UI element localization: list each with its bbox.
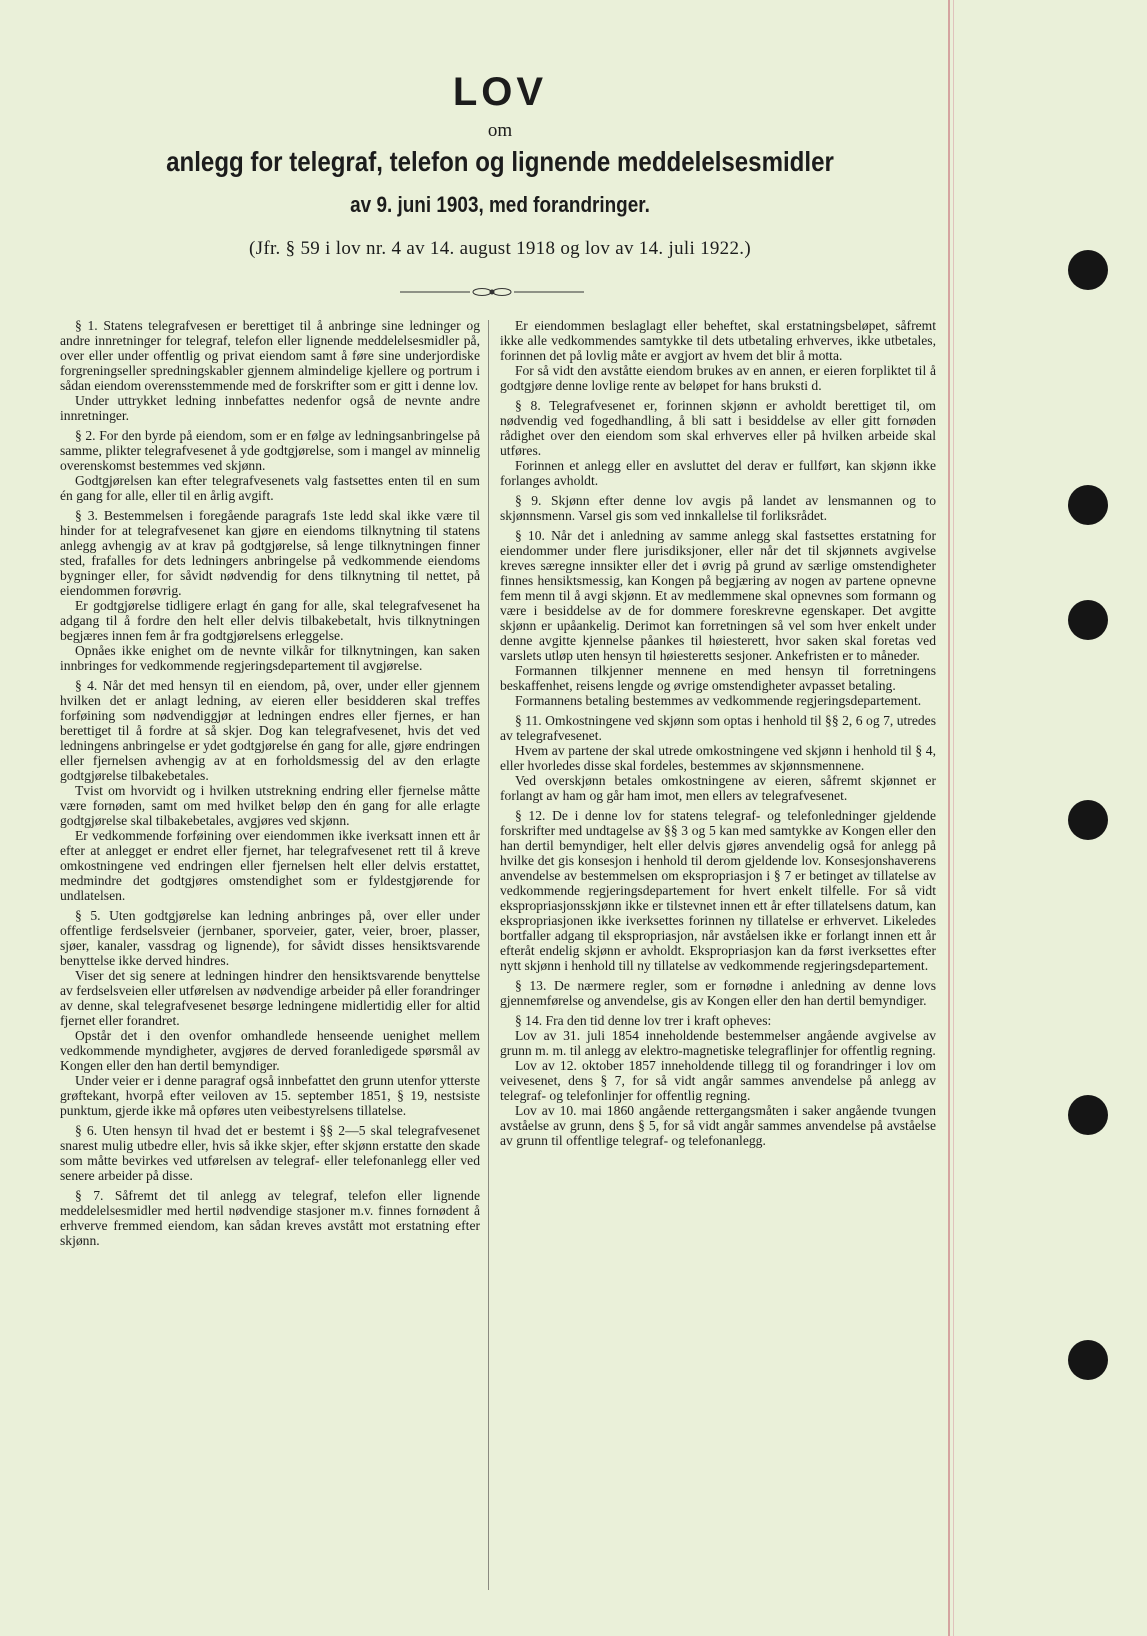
section-paragraph: § 7. Såfremt det til anlegg av telegraf, telefon eller lignende meddelelsesmidler med hertil nødvendige stasjoner m.v. finnes fornødent å erhverve fremmed eiendom, kan sådan kreves avstått mot erstatning efter skjønn. (60, 1188, 480, 1248)
section-paragraph: § 13. De nærmere regler, som er fornødne i anledning av denne lovs gjennemførelse og anvendelse, gis av Kongen eller den han dertil bemyndiger. (500, 978, 936, 1008)
paragraph: Under uttrykket ledning innbefattes nedenfor også de nevnte andre innretninger. (60, 393, 480, 423)
section-paragraph: § 9. Skjønn efter denne lov avgis på landet av lensmannen og to skjønnsmenn. Varsel gis som ved innkallelse til forliksrådet. (500, 493, 936, 523)
paragraph: Opnåes ikke enighet om de nevnte vilkår for tilknytningen, kan saken innbringes for vedkommende regjeringsdepartement til avgjørelse. (60, 643, 480, 673)
paragraph: Under veier er i denne paragraf også innbefattet den grunn utenfor ytterste grøftekant, hvorpå efter veiloven av 15. september 1851, § 19, nestsiste punktum, gjerde ikke må opføres uten veibestyrelsens tillatelse. (60, 1073, 480, 1118)
section-paragraph: § 14. Fra den tid denne lov trer i kraft opheves: (514, 1013, 772, 1028)
section-paragraph: § 8. Telegrafvesenet er, forinnen skjønn er avholdt berettiget til, om nødvendig ved fogedhandling, å bli satt i besiddelse av eller gitt fornøden rådighet over den eiendom som skal erhverves eller på hvilken arbeide skal utføres. (500, 398, 936, 458)
section-paragraph: § 10. Når det i anledning av samme anlegg skal fastsettes erstatning for eiendommer under flere jurisdiksjoner, eller når det til skjønnets avgivelse kreves særegne innsikter eller det i øvrig på grund av særlige omstendigheter finnes hensiktsmessig, kan Kongen på begjæring av nogen av partene opnevne fem menn til å avgi skjønn. Et av medlemmene skal opnevnes som formann og være i besiddelse av de for dommere foreskrevne egenskaper. Det avgitte skjønn er upåankelig. Derimot kan forretningen så vel som hver enkelt under denne avgitte kjennelse påankes til høiesterett, hvor saken skal foretas ved varslets utløp uten hensyn til høiesteretts sesjoner. Ankefristen er to måneder. (500, 528, 936, 663)
paragraph: Formannens betaling bestemmes av vedkommende regjeringsdepartement. (514, 693, 922, 708)
section-paragraph: § 2. For den byrde på eiendom, som er en følge av ledningsanbringelse på samme, plikter telegrafvesenet å yde godtgjørelse, som i mangel av minnelig overenskomst bestemmes ved skjønn. (60, 428, 480, 473)
section-paragraph: § 3. Bestemmelsen i foregående paragrafs 1ste ledd skal ikke være til hinder for at telegrafvesenet kan gjøre en eiendoms tilknytning til statens anlegg avhengig av at krav på godtgjørelse, så lenge tilknytningen finner sted, frafalles for dets ledningers anbringelse på vedkommende eiendoms bygninger eller, for såvidt nødvendig for dens tilknytning til nettet, på eiendommen forøvrig. (60, 508, 480, 598)
margin-rule (948, 0, 950, 1636)
paragraph: Hvem av partene der skal utrede omkostningene ved skjønn i henhold til § 4, eller hvorledes disse skal fordeles, bestemmes av skjønnsmennene. (500, 743, 936, 773)
paragraph: Tvist om hvorvidt og i hvilken utstrekning endring eller fjernelse måtte være fornøden, samt om med hvilket beløp den én gang for alle erlagte godtgjørelse skal tilbakebetales, avgjøres ved skjønn. (60, 783, 480, 828)
paragraph: For så vidt den avståtte eiendom brukes av en annen, er eieren forpliktet til å godtgjøre denne lovlige rente av beløpet for hans bruksti d. (500, 363, 936, 393)
paragraph: Er godtgjørelse tidligere erlagt én gang for alle, skal telegrafvesenet ha adgang til å fordre den helt eller delvis tilbakebetalt, hvis tilknytningen begjæres innen fem år fra godtgjørelsens erleggelse. (60, 598, 480, 643)
punch-hole (1068, 250, 1108, 290)
ornament-divider (400, 286, 584, 298)
section-paragraph: § 4. Når det med hensyn til en eiendom, på, over, under eller gjennem hvilken det er anlagt ledning, av eieren eller besidderen skal treffes forføining som nødvendiggjør at ledningen endres eller fjernes, er han berettiget til å fordre at så skjer. Dog kan telegrafvesenet, hvis det ved ledningens anbringelse er ydet godtgjørelse én gang for alle, gjøre endringen eller fjernelsen avhengig av at en forholdsmessig del av den erlagte godtgjørelse tilbakebetales. (60, 678, 480, 783)
paragraph: Ved overskjønn betales omkostningene av eieren, såfremt skjønnet er forlangt av ham og går ham imot, men ellers av telegrafvesenet. (500, 773, 936, 803)
punch-hole (1068, 1095, 1108, 1135)
section-paragraph: § 5. Uten godtgjørelse kan ledning anbringes på, over eller under offentlige ferdselsveier (jernbaner, sporveier, gater, veier, broer, plasser, sjøer, kanaler, vassdrag og lignende), for såvidt disses hensiktsvarende benyttelse ikke derved hindres. (60, 908, 480, 968)
section-paragraph: § 1. Statens telegrafvesen er berettiget til å anbringe sine ledninger og andre innretninger for telegraf, telefon eller lignende meddelelsesmidler på, over eller under offentlig og privat eiendom samt å føre sine underjordiske forgreningseller spredningskabler gjennem almindelige kjellere og portrum i sådan eiendom overensstemmende med de forskrifter som er gitt i denne lov. (60, 318, 480, 393)
page-title: LOV (452, 70, 548, 114)
paragraph: Opstår det i den ovenfor omhandlede henseende uenighet mellem vedkommende myndigheter, avgjøres de derved foranledigede spørsmål av Kongen eller den han dertil bemyndiger. (60, 1028, 480, 1073)
column-divider (488, 320, 489, 1590)
title-connector: om (487, 120, 513, 141)
margin-rule-secondary (953, 0, 954, 1636)
left-text-column (60, 318, 480, 1248)
right-text-column (500, 318, 936, 1148)
paragraph: Lov av 10. mai 1860 angående rettergangsmåten i saker angående tvungen avståelse av grunn, dens § 5, for så vidt angår sammes anvendelse på avståelse av grunn til offentlige telegraf- og telefonanlegg. (500, 1103, 936, 1148)
punch-hole (1068, 1340, 1108, 1380)
reference-line: (Jfr. § 59 i lov nr. 4 av 14. august 1918 og lov av 14. juli 1922.) (249, 238, 751, 259)
punch-hole (1068, 800, 1108, 840)
section-paragraph: § 12. De i denne lov for statens telegraf- og telefonledninger gjeldende forskrifter med undtagelse av §§ 3 og 5 kan med samtykke av Kongen eller den han dertil bemyndiger, helt eller delvis gjøres anvendelig også for anlegg på hvilke det gis konsesjon i henhold til derom gjeldende lov. Konsesjonshaverens anvendelse av bestemmelsen om ekspropriasjon i § 7 er betinget av tillatelse av vedkommende regjeringsdepartement for hvert enkelt tilfelle. For så vidt ekspropriasjonsskjønn ikke er tilstevnet innen ett år efter tillatelsens datum, kan ekspropriasjonen ikke iverksettes forinnen ny tillatelse er erhvervet. Likeledes bortfaller adgang til ekspropriasjon, når avståelsen ikke er forlangt innen ett år efteråt endelig skjønn er avholdt. Ekspropriasjon kan da først iverksettes efter nytt skjønn i henhold till ny tillatelse av vedkommende regjeringsdepartement. (500, 808, 936, 973)
paragraph: Viser det sig senere at ledningen hindrer den hensiktsvarende benyttelse av ferdselsveien eller utførelsen av nødvendige arbeider på eller forandringer av denne, skal telegrafvesenet besørge ledningene midlertidig eller for altid fjernet eller forandret. (60, 968, 480, 1028)
paragraph: Lov av 31. juli 1854 inneholdende bestemmelser angående avgivelse av grunn m. m. til anlegg av elektro-magnetiske telegraflinjer for offentlig regning. (500, 1028, 936, 1058)
section-paragraph: § 6. Uten hensyn til hvad det er bestemt i §§ 2—5 skal telegrafvesenet snarest mulig utbedre eller, hvis så ikke skjer, efter skjønn erstatte den skade som måtte bevirkes ved utførelsen av telegraf- eller telefonanlegg eller ved senere arbeider på disse. (60, 1123, 480, 1183)
paragraph: Forinnen et anlegg eller en avsluttet del derav er fullført, kan skjønn ikke forlanges avholdt. (500, 458, 936, 488)
paragraph: Lov av 12. oktober 1857 inneholdende tillegg til og forandringer i lov om veivesenet, dens § 7, for så vidt angår sammes anvendelse på anlegg av telegraf- og telefonlinjer for offentlig regning. (500, 1058, 936, 1103)
punch-hole (1068, 600, 1108, 640)
paragraph: Godtgjørelsen kan efter telegrafvesenets valg fastsettes enten til en sum én gang for alle, eller til en årlig avgift. (60, 473, 480, 503)
paragraph: Formannen tilkjenner mennene en med hensyn til forretningens beskaffenhet, reisens lengde og øvrige omstendigheter avpasset betaling. (500, 663, 936, 693)
date-line: av 9. juni 1903, med forandringer. (350, 192, 650, 217)
paragraph: Er eiendommen beslaglagt eller beheftet, skal erstatningsbeløpet, såfremt ikke alle vedkommendes samtykke til dets utbetaling erhverves, ikke utbetales, forinnen det på lovlig måte er avgjort av hvem det blir å motta. (500, 318, 936, 363)
main-title: anlegg for telegraf, telefon og lignende meddelelsesmidler (166, 146, 834, 177)
paragraph: Er vedkommende forføining over eiendommen ikke iverksatt innen ett år efter at anlegget er endret eller fjernet, har telegrafvesenet rett til å kreve omkostningene ved endringen eller fjernelsen helt eller delvis erstattet, medmindre det godtgjøres omstendighet som er fyldestgjørende for undlatelsen. (60, 828, 480, 903)
section-paragraph: § 11. Omkostningene ved skjønn som optas i henhold til §§ 2, 6 og 7, utredes av telegrafvesenet. (500, 713, 936, 743)
punch-hole (1068, 485, 1108, 525)
